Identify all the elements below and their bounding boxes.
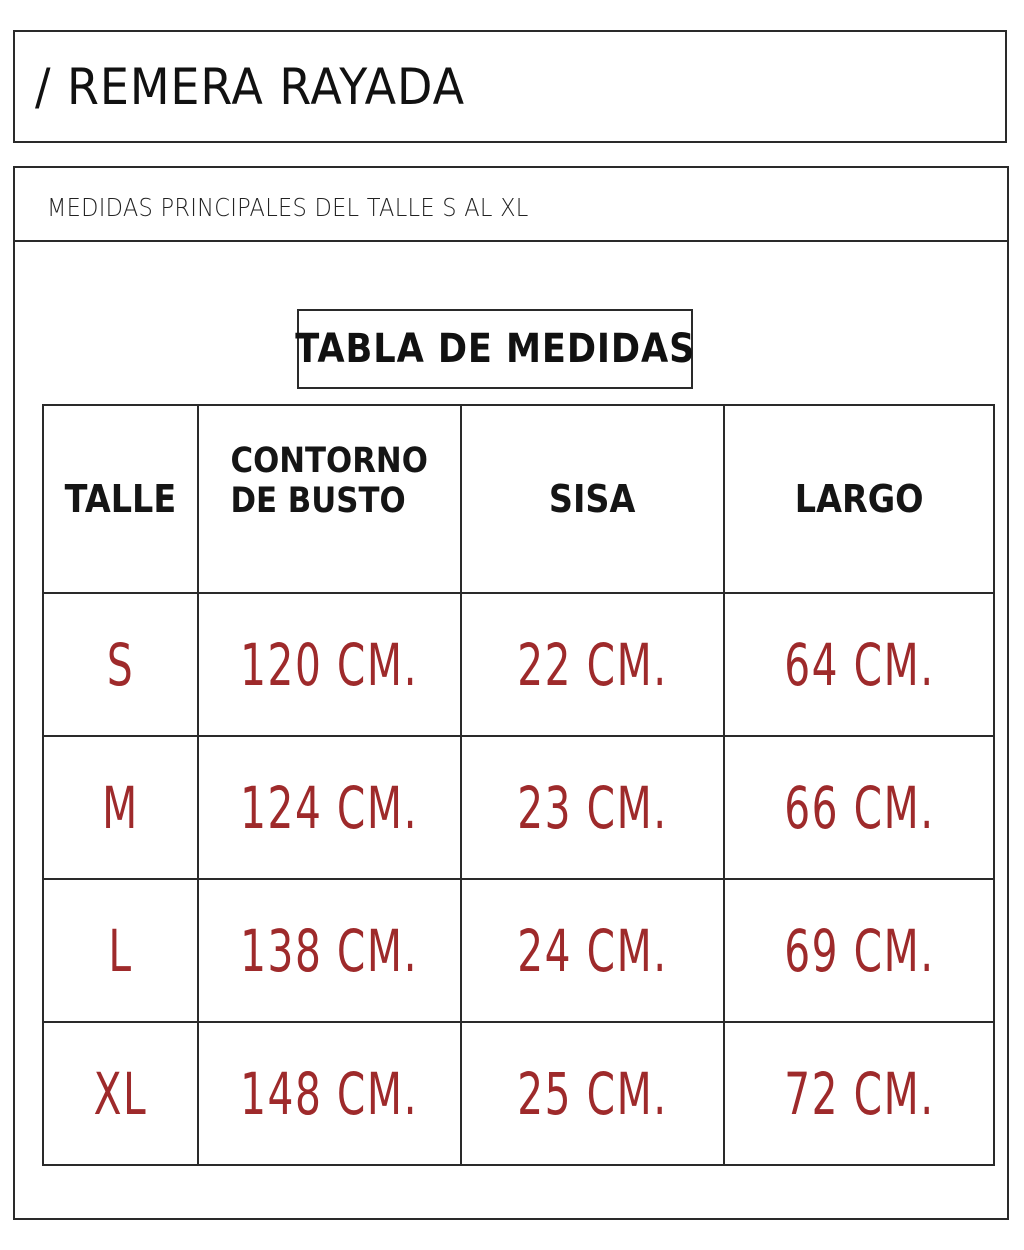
cell-largo: 72 CM. [724, 1022, 994, 1165]
cell-sisa: 24 CM. [461, 879, 724, 1022]
table-row [43, 736, 994, 879]
table-title-box [294, 309, 696, 389]
title-box [13, 30, 1007, 143]
table-header-row [43, 405, 994, 593]
cell-talle: XL [43, 1022, 198, 1165]
table-row [43, 1022, 994, 1165]
cell-talle: S [43, 593, 198, 736]
cell-contorno-de-busto: 148 CM. [198, 1022, 461, 1165]
table-title: TABLA DE MEDIDAS [294, 326, 696, 372]
table-row [43, 879, 994, 1022]
column-header-largo: LARGO [724, 405, 994, 593]
cell-sisa: 22 CM. [461, 593, 724, 736]
cell-talle: L [43, 879, 198, 1022]
column-header-sisa: SISA [461, 405, 724, 593]
main-panel [13, 166, 1009, 1220]
column-header-contorno-de-busto: CONTORNO DE BUSTO [198, 405, 461, 593]
cell-talle: M [43, 736, 198, 879]
cell-contorno-de-busto: 124 CM. [198, 736, 461, 879]
cell-largo: 64 CM. [724, 593, 994, 736]
column-header-talle: TALLE [43, 405, 198, 593]
subtitle: MEDIDAS PRINCIPALES DEL TALLE S AL XL [47, 192, 529, 222]
cell-contorno-de-busto: 138 CM. [198, 879, 461, 1022]
subtitle-bar [15, 168, 1007, 242]
cell-largo: 66 CM. [724, 736, 994, 879]
table-row [43, 593, 994, 736]
cell-largo: 69 CM. [724, 879, 994, 1022]
cell-contorno-de-busto: 120 CM. [198, 593, 461, 736]
cell-sisa: 25 CM. [461, 1022, 724, 1165]
size-table [42, 404, 995, 1166]
page-title: / REMERA RAYADA [35, 57, 465, 116]
cell-sisa: 23 CM. [461, 736, 724, 879]
